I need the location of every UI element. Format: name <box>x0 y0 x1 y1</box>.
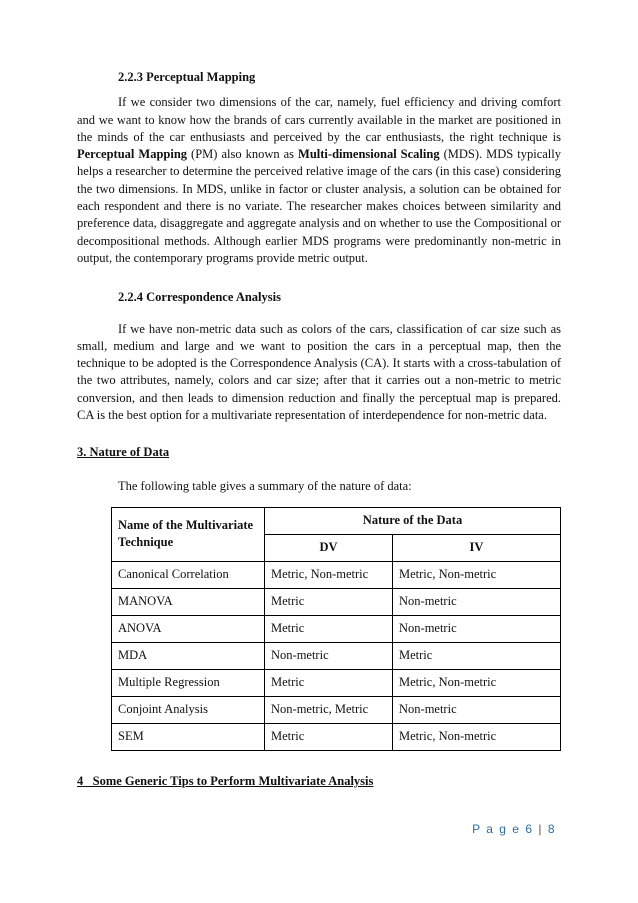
page-footer <box>472 822 556 836</box>
cell-dv: Non-metric <box>265 642 393 669</box>
cell-dv: Metric <box>265 669 393 696</box>
cell-iv: Metric, Non-metric <box>393 723 561 750</box>
header-nature: Nature of the Data <box>265 507 561 534</box>
cell-dv: Non-metric, Metric <box>265 696 393 723</box>
cell-dv: Metric <box>265 615 393 642</box>
header-dv: DV <box>265 534 393 561</box>
cell-iv: Non-metric <box>393 696 561 723</box>
cell-dv: Metric, Non-metric <box>265 561 393 588</box>
page-separator: | <box>538 822 543 836</box>
cell-technique: MDA <box>112 642 265 669</box>
cell-iv: Non-metric <box>393 588 561 615</box>
cell-technique: Canonical Correlation <box>112 561 265 588</box>
text-run: If we consider two dimensions of the car, namely, fuel efficiency and driving comfort and we want to know how the brands of cars currently available in the market are positioned in the minds of the car enthusiasts and perceived by the car enthusiasts, the right technique is <box>77 95 561 144</box>
cell-iv: Metric, Non-metric <box>393 669 561 696</box>
paragraph-correspondence-analysis: If we have non-metric data such as colors of the cars, classification of car size such as small, medium and large and we want to position the cars in a perceptual map, then the technique to be adopted is the Correspondence Analysis (CA). It starts with a cross-tabulation of the two attributes, namely, colors and car size; after that it carries out a non-metric to metric conversion, and then leads to dimension reduction and finally the perceptual map is prepared. CA is the best option for a multivariate representation of interdependence for non-metric data. <box>77 321 561 423</box>
table-intro: The following table gives a summary of the nature of data: <box>118 478 412 493</box>
cell-technique: MANOVA <box>112 588 265 615</box>
paragraph-perceptual-mapping <box>77 94 561 267</box>
cell-technique: ANOVA <box>112 615 265 642</box>
page-content <box>77 69 561 790</box>
table-header-row <box>112 507 561 534</box>
cell-dv: Metric <box>265 588 393 615</box>
heading-perceptual-mapping: 2.2.3 Perceptual Mapping <box>118 70 256 84</box>
header-technique: Name of the Multivariate Technique <box>112 507 265 561</box>
cell-iv: Non-metric <box>393 615 561 642</box>
term-mds: Multi-dimensional Scaling <box>298 147 440 162</box>
table-row <box>112 615 561 642</box>
cell-technique: Multiple Regression <box>112 669 265 696</box>
table-row <box>112 588 561 615</box>
page-number: 6 <box>525 822 534 836</box>
cell-iv: Metric, Non-metric <box>393 561 561 588</box>
heading-nature-of-data: 3. Nature of Data <box>77 445 170 460</box>
table-row <box>112 696 561 723</box>
table-row <box>112 723 561 750</box>
cell-dv: Metric <box>265 723 393 750</box>
table-row <box>112 561 561 588</box>
text-run: (PM) also known as <box>187 147 299 162</box>
term-perceptual-mapping: Perceptual Mapping <box>77 147 188 162</box>
cell-iv: Metric <box>393 642 561 669</box>
text-run: (MDS). MDS typically helps a researcher to determine the perceived relative image of the cars (in this case) considering the two dimensions. In MDS, unlike in factor or cluster analysis, a solution can be obtained for each respondent and there is no variate. The researcher makes choices between similarity and preference data, disaggregate and aggregate analysis and on whether to use the Compositional or decompositional methods. Although earlier MDS programs were predominantly non-metric in output, the contemporary programs provide metric output. <box>77 147 561 265</box>
table-row <box>112 642 561 669</box>
heading-correspondence-analysis: 2.2.4 Correspondence Analysis <box>118 290 281 305</box>
page-label: P a g e <box>472 822 521 836</box>
header-iv: IV <box>393 534 561 561</box>
nature-of-data-table <box>111 507 561 751</box>
table-row <box>112 669 561 696</box>
cell-technique: SEM <box>112 723 265 750</box>
page-total: 8 <box>547 822 556 836</box>
heading-generic-tips: 4 Some Generic Tips to Perform Multivariate Analysis <box>77 773 374 788</box>
cell-technique: Conjoint Analysis <box>112 696 265 723</box>
